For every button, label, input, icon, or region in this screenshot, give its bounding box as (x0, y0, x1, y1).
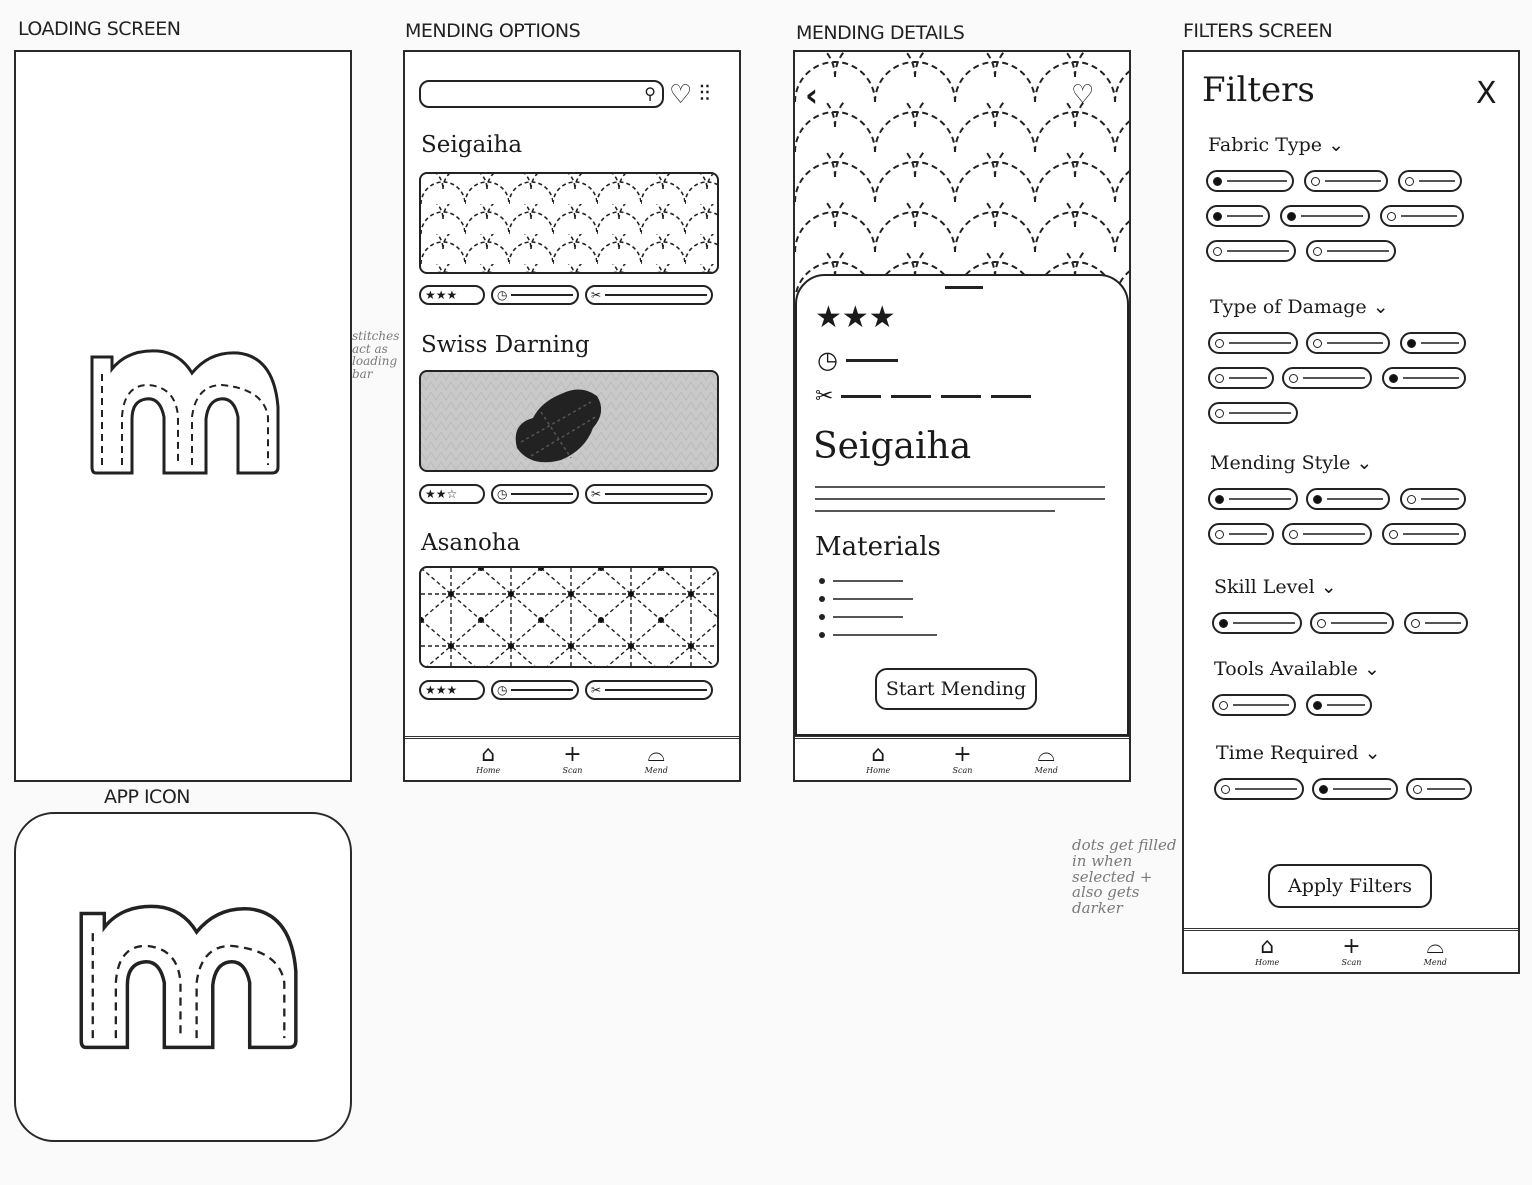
rating-pill (419, 484, 485, 504)
filter-chip[interactable] (1306, 332, 1390, 354)
filter-chip[interactable] (1212, 694, 1296, 716)
chevron-down-icon[interactable]: ⌄ (1350, 452, 1373, 474)
time-pill (491, 285, 579, 305)
radio-dot-icon (1313, 495, 1322, 504)
mend-icon: ⌓ (647, 742, 665, 767)
filter-chip[interactable] (1208, 402, 1298, 424)
filter-chip[interactable] (1208, 488, 1298, 510)
search-input[interactable] (419, 80, 664, 108)
clock-icon: ◷ (497, 487, 508, 501)
tool-icon: ✂ (591, 487, 602, 501)
radio-dot-icon (1221, 785, 1230, 794)
radio-dot-icon (1213, 212, 1222, 221)
radio-dot-icon (1313, 339, 1322, 348)
filter-chip[interactable] (1206, 170, 1294, 192)
tools-pill (585, 484, 713, 504)
filter-chip[interactable] (1282, 523, 1372, 545)
filter-chip[interactable] (1206, 205, 1270, 227)
tools-pill (585, 680, 713, 700)
filter-chip[interactable] (1400, 332, 1466, 354)
nav-scan[interactable]: + Scan (1341, 934, 1362, 967)
option-meta (419, 680, 713, 700)
time-pill (491, 680, 579, 700)
tool-icon: ✂ (815, 384, 834, 409)
chevron-down-icon[interactable]: ⌄ (1366, 296, 1389, 318)
filter-chip[interactable] (1404, 612, 1468, 634)
filter-chip[interactable] (1304, 170, 1388, 192)
materials-heading: Materials (815, 532, 941, 562)
nav-mend[interactable]: ⌓ Mend (1423, 934, 1447, 967)
filters-screen (1182, 50, 1520, 974)
radio-dot-icon (1313, 701, 1322, 710)
filter-chip[interactable] (1206, 240, 1296, 262)
radio-dot-icon (1219, 619, 1228, 628)
home-icon: ⌂ (871, 742, 886, 767)
start-mending-button[interactable]: Start Mending (875, 668, 1037, 710)
materials-list (819, 578, 937, 638)
mend-icon: ⌓ (1426, 934, 1444, 959)
close-icon[interactable]: X (1476, 76, 1497, 111)
nav-home[interactable]: ⌂ Home (1255, 934, 1280, 967)
filter-section-title[interactable]: Type of Damage ⌄ (1210, 296, 1389, 318)
clock-icon: ◷ (497, 683, 508, 697)
filter-chip[interactable] (1208, 332, 1298, 354)
rating-pill (419, 285, 485, 305)
filter-chip[interactable] (1280, 205, 1370, 227)
filter-section-title[interactable]: Fabric Type ⌄ (1208, 134, 1345, 156)
loading-screen (14, 50, 352, 782)
option-title-seigaiha[interactable]: Seigaiha (421, 132, 523, 158)
filter-chip[interactable] (1208, 523, 1274, 545)
option-meta (419, 484, 713, 504)
app-icon-caption: APP ICON (104, 786, 190, 808)
detail-title: Seigaiha (813, 426, 972, 467)
radio-dot-icon (1289, 374, 1298, 383)
list-item (819, 596, 937, 602)
options-caption: MENDING OPTIONS (405, 20, 581, 42)
filter-section-title[interactable]: Mending Style ⌄ (1210, 452, 1373, 474)
filter-chip[interactable] (1212, 612, 1302, 634)
mending-options-screen (403, 50, 741, 782)
filter-chip[interactable] (1306, 694, 1372, 716)
nav-home[interactable]: ⌂ Home (866, 742, 891, 775)
filters-title: Filters (1202, 70, 1315, 110)
clock-icon: ◷ (497, 288, 508, 302)
mending-details-screen (793, 50, 1131, 782)
tools-pill (585, 285, 713, 305)
bottom-nav (405, 736, 739, 780)
filter-chip[interactable] (1382, 367, 1466, 389)
heart-icon[interactable]: ♡ (1071, 80, 1095, 110)
radio-dot-icon (1389, 374, 1398, 383)
details-caption: MENDING DETAILS (796, 22, 965, 44)
star-icon: ★★★ (425, 683, 458, 697)
option-title-swiss-darning[interactable]: Swiss Darning (421, 332, 590, 358)
radio-dot-icon (1411, 619, 1420, 628)
radio-dot-icon (1311, 177, 1320, 186)
tool-icon: ✂ (591, 683, 602, 697)
list-item (819, 578, 937, 584)
filter-chip[interactable] (1310, 612, 1394, 634)
list-item (819, 614, 937, 620)
home-icon: ⌂ (481, 742, 496, 767)
filter-chip[interactable] (1380, 205, 1464, 227)
radio-dot-icon (1213, 247, 1222, 256)
radio-dot-icon (1215, 339, 1224, 348)
clock-icon: ◷ (817, 346, 838, 374)
filter-chip[interactable] (1214, 778, 1304, 800)
filter-chip[interactable] (1398, 170, 1462, 192)
radio-dot-icon (1389, 530, 1398, 539)
radio-dot-icon (1317, 619, 1326, 628)
filter-chip[interactable] (1382, 523, 1466, 545)
filter-chip[interactable] (1312, 778, 1398, 800)
sliders-icon[interactable]: ⫶⫶ (699, 82, 711, 107)
radio-dot-icon (1413, 785, 1422, 794)
back-icon[interactable]: ‹ (805, 76, 819, 114)
asanoha-pattern-image[interactable] (419, 566, 719, 668)
radio-dot-icon (1405, 177, 1414, 186)
home-icon: ⌂ (1260, 934, 1275, 959)
radio-dot-icon (1215, 530, 1224, 539)
apply-filters-button[interactable]: Apply Filters (1268, 864, 1432, 908)
filters-caption: FILTERS SCREEN (1183, 20, 1333, 42)
dots-note: dots get filled in when selected + also gets darker (1072, 836, 1177, 917)
plus-icon: + (1342, 934, 1361, 959)
radio-dot-icon (1219, 701, 1228, 710)
filter-chip[interactable] (1306, 240, 1396, 262)
tool-icon: ✂ (591, 288, 602, 302)
app-icon (14, 812, 352, 1142)
nav-mend[interactable]: ⌓ Mend (1034, 742, 1058, 775)
nav-scan[interactable]: + Scan (952, 742, 973, 775)
radio-dot-icon (1289, 530, 1298, 539)
radio-dot-icon (1213, 177, 1222, 186)
app-icon-logo (72, 902, 312, 1052)
time-row (817, 346, 898, 374)
option-meta (419, 285, 713, 305)
chevron-down-icon[interactable]: ⌄ (1314, 576, 1337, 598)
bottom-nav (795, 736, 1129, 780)
tools-row (815, 384, 1041, 409)
star-icon: ★★★ (425, 288, 458, 302)
radio-dot-icon (1215, 495, 1224, 504)
details-sheet (795, 274, 1129, 736)
chevron-down-icon[interactable]: ⌄ (1358, 742, 1381, 764)
radio-dot-icon (1407, 495, 1416, 504)
radio-dot-icon (1387, 212, 1396, 221)
radio-dot-icon (1215, 409, 1224, 418)
chevron-down-icon[interactable]: ⌄ (1322, 134, 1345, 156)
radio-dot-icon (1319, 785, 1328, 794)
filter-chip[interactable] (1208, 367, 1274, 389)
filter-section-title[interactable]: Tools Available ⌄ (1214, 658, 1380, 680)
loading-caption: LOADING SCREEN (18, 18, 181, 40)
filter-chip[interactable] (1306, 488, 1390, 510)
filter-section-title[interactable]: Skill Level ⌄ (1214, 576, 1337, 598)
stitches-note: stitches act as loading bar (352, 329, 400, 381)
sheet-handle[interactable] (945, 286, 983, 289)
list-item (819, 632, 937, 638)
rating-pill (419, 680, 485, 700)
nav-scan[interactable]: + Scan (562, 742, 583, 775)
plus-icon: + (953, 742, 972, 767)
radio-dot-icon (1287, 212, 1296, 221)
filter-chip[interactable] (1406, 778, 1472, 800)
seigaiha-pattern-image[interactable] (419, 172, 719, 274)
mend-icon: ⌓ (1037, 742, 1055, 767)
radio-dot-icon (1313, 247, 1322, 256)
bottom-nav (1184, 928, 1518, 972)
chevron-down-icon[interactable]: ⌄ (1357, 658, 1380, 680)
search-icon[interactable]: ⚲ (644, 84, 656, 103)
swiss-darning-pattern-image[interactable] (419, 370, 719, 472)
time-pill (491, 484, 579, 504)
option-title-asanoha[interactable]: Asanoha (421, 530, 521, 556)
heart-icon[interactable]: ♡ (669, 80, 693, 110)
nav-mend[interactable]: ⌓ Mend (644, 742, 668, 775)
app-logo (88, 347, 288, 477)
description-lines (815, 486, 1105, 512)
radio-dot-icon (1215, 374, 1224, 383)
filter-chip[interactable] (1282, 367, 1372, 389)
filter-chip[interactable] (1400, 488, 1466, 510)
filter-section-title[interactable]: Time Required ⌄ (1216, 742, 1381, 764)
radio-dot-icon (1407, 339, 1416, 348)
star-icon: ★★☆ (425, 487, 458, 501)
star-icon: ★★★ (815, 300, 896, 335)
nav-home[interactable]: ⌂ Home (476, 742, 501, 775)
plus-icon: + (563, 742, 582, 767)
